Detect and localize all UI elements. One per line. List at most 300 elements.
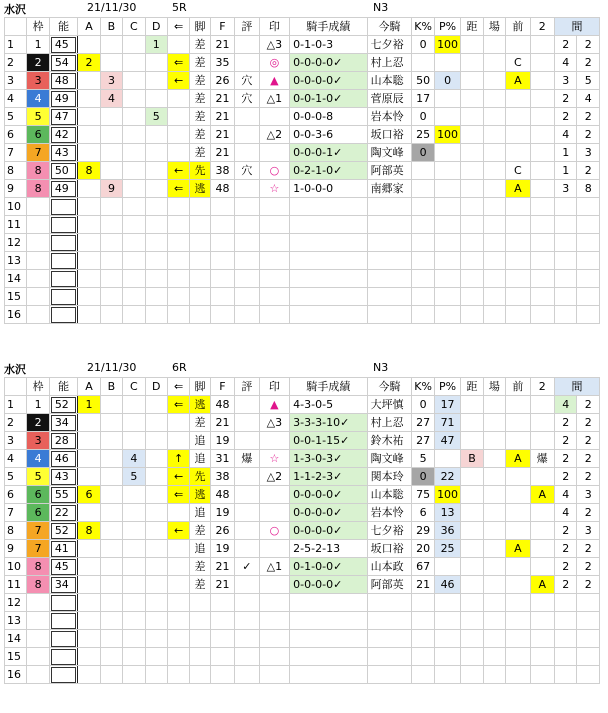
ability-box: 47 — [51, 109, 77, 125]
cell-style — [190, 198, 210, 216]
cell-mae — [506, 558, 530, 576]
cell-f: 48 — [210, 396, 234, 414]
cell-no: 7 — [5, 144, 27, 162]
cell-p — [434, 648, 460, 666]
cell-arrow — [167, 612, 189, 630]
cell-place — [483, 468, 505, 486]
cell-jockey — [367, 288, 412, 306]
cell-f — [210, 288, 234, 306]
cell-m1 — [555, 270, 577, 288]
cell-ability — [49, 72, 78, 90]
cell-place — [483, 486, 505, 504]
cell-arrow — [167, 306, 189, 324]
cell-rec: 0-0-1-0✓ — [290, 90, 367, 108]
cell-jockey — [367, 648, 412, 666]
cell-frame: 3 — [27, 72, 49, 90]
ability-box: 48 — [51, 73, 77, 89]
table-row-empty — [5, 198, 600, 216]
column-header: 騎手成績 — [290, 18, 367, 36]
cell-f — [210, 306, 234, 324]
cell-f: 38 — [210, 162, 234, 180]
cell-p — [434, 108, 460, 126]
column-header: K% — [412, 18, 434, 36]
cell-b — [100, 198, 122, 216]
cell-ability — [49, 270, 78, 288]
cell-jockey: 関本玲 — [367, 468, 412, 486]
cell-k — [412, 198, 434, 216]
table-row — [5, 414, 600, 432]
cell-hyo — [235, 612, 259, 630]
cell-place — [483, 576, 505, 594]
cell-no: 8 — [5, 522, 27, 540]
ability-box: 49 — [51, 91, 77, 107]
cell-k: 0 — [412, 468, 434, 486]
class-label: N3 — [373, 361, 389, 374]
cell-ability — [49, 594, 78, 612]
cell-d — [145, 666, 167, 684]
cell-mae — [506, 306, 530, 324]
cell-mae — [506, 288, 530, 306]
cell-b — [100, 594, 122, 612]
cell-f: 31 — [210, 450, 234, 468]
cell-f — [210, 270, 234, 288]
cell-b — [100, 468, 122, 486]
cell-jockey: 菅原辰 — [367, 90, 412, 108]
cell-b — [100, 396, 122, 414]
cell-hyo — [235, 180, 259, 198]
ability-box: 41 — [51, 541, 77, 557]
table-row — [5, 126, 600, 144]
cell-place — [483, 234, 505, 252]
table-row — [5, 396, 600, 414]
cell-no: 11 — [5, 576, 27, 594]
column-header: 今騎 — [367, 378, 412, 396]
cell-f: 21 — [210, 576, 234, 594]
cell-m1 — [555, 648, 577, 666]
cell-c — [123, 288, 145, 306]
cell-arrow: ← — [167, 468, 189, 486]
cell-p — [434, 306, 460, 324]
cell-frame — [27, 612, 49, 630]
cell-rec — [290, 234, 367, 252]
cell-m1: 2 — [555, 558, 577, 576]
cell-c — [123, 504, 145, 522]
cell-frame: 3 — [27, 432, 49, 450]
cell-mae — [506, 270, 530, 288]
cell-style: 差 — [190, 558, 210, 576]
column-header: B — [100, 378, 122, 396]
cell-k: 25 — [412, 126, 434, 144]
table-row-empty — [5, 612, 600, 630]
column-header: A — [78, 378, 100, 396]
table-row — [5, 90, 600, 108]
cell-two — [530, 414, 554, 432]
cell-mae — [506, 198, 530, 216]
cell-mae — [506, 108, 530, 126]
cell-d — [145, 630, 167, 648]
cell-arrow — [167, 648, 189, 666]
cell-two — [530, 666, 554, 684]
cell-p — [434, 288, 460, 306]
cell-jockey — [367, 270, 412, 288]
cell-no: 15 — [5, 648, 27, 666]
cell-place — [483, 612, 505, 630]
cell-arrow: ← — [167, 522, 189, 540]
cell-jockey: 陶文峰 — [367, 450, 412, 468]
column-header: 距 — [461, 378, 483, 396]
cell-c — [123, 90, 145, 108]
cell-m1 — [555, 252, 577, 270]
cell-mae — [506, 414, 530, 432]
cell-frame — [27, 252, 49, 270]
cell-dist — [461, 108, 483, 126]
cell-m2: 2 — [577, 396, 600, 414]
cell-m2 — [577, 198, 600, 216]
cell-rec: 0-0-0-0✓ — [290, 576, 367, 594]
cell-hyo — [235, 504, 259, 522]
cell-p: 100 — [434, 486, 460, 504]
cell-ability — [49, 180, 78, 198]
cell-m1: 2 — [555, 522, 577, 540]
cell-ability — [49, 648, 78, 666]
cell-place — [483, 198, 505, 216]
cell-frame: 1 — [27, 36, 49, 54]
table-row — [5, 522, 600, 540]
cell-d — [145, 288, 167, 306]
column-header: D — [145, 18, 167, 36]
cell-a — [78, 558, 100, 576]
cell-no: 13 — [5, 612, 27, 630]
cell-p — [434, 198, 460, 216]
cell-b — [100, 306, 122, 324]
cell-two — [530, 126, 554, 144]
cell-place — [483, 432, 505, 450]
cell-b — [100, 234, 122, 252]
table-row — [5, 180, 600, 198]
cell-jockey — [367, 216, 412, 234]
class-label: N3 — [373, 1, 389, 14]
cell-dist — [461, 576, 483, 594]
cell-no: 14 — [5, 630, 27, 648]
cell-m1: 2 — [555, 36, 577, 54]
cell-c — [123, 72, 145, 90]
cell-b — [100, 612, 122, 630]
cell-two — [530, 522, 554, 540]
column-header: ⇐ — [167, 378, 189, 396]
cell-jockey: 山本政 — [367, 558, 412, 576]
cell-style: 差 — [190, 144, 210, 162]
cell-p — [434, 180, 460, 198]
cell-hyo — [235, 414, 259, 432]
cell-place — [483, 450, 505, 468]
cell-d: 1 — [145, 36, 167, 54]
cell-place — [483, 306, 505, 324]
cell-ability — [49, 468, 78, 486]
cell-dist — [461, 288, 483, 306]
cell-mark — [259, 216, 290, 234]
cell-m2: 3 — [577, 144, 600, 162]
cell-d — [145, 396, 167, 414]
cell-k — [412, 306, 434, 324]
cell-b — [100, 432, 122, 450]
cell-d — [145, 540, 167, 558]
cell-f: 19 — [210, 504, 234, 522]
cell-m1: 3 — [555, 72, 577, 90]
cell-ability — [49, 198, 78, 216]
cell-no: 2 — [5, 54, 27, 72]
ability-box: 43 — [51, 145, 77, 161]
cell-b — [100, 648, 122, 666]
ability-box — [51, 667, 77, 683]
cell-jockey: 七夕裕 — [367, 522, 412, 540]
cell-k — [412, 54, 434, 72]
cell-m1 — [555, 666, 577, 684]
cell-m2: 8 — [577, 180, 600, 198]
cell-d — [145, 162, 167, 180]
cell-arrow — [167, 666, 189, 684]
cell-f: 38 — [210, 468, 234, 486]
cell-f — [210, 594, 234, 612]
column-header: 評 — [235, 378, 259, 396]
column-header: D — [145, 378, 167, 396]
cell-mae — [506, 612, 530, 630]
cell-m2 — [577, 216, 600, 234]
cell-f: 21 — [210, 90, 234, 108]
cell-p: 46 — [434, 576, 460, 594]
column-header: 枠 — [27, 18, 49, 36]
table-row-empty — [5, 288, 600, 306]
cell-m1: 1 — [555, 144, 577, 162]
cell-dist — [461, 504, 483, 522]
cell-b: 3 — [100, 72, 122, 90]
cell-place — [483, 126, 505, 144]
cell-f: 21 — [210, 126, 234, 144]
cell-jockey — [367, 612, 412, 630]
header-blank — [5, 18, 27, 36]
cell-mark — [259, 648, 290, 666]
cell-m1: 2 — [555, 576, 577, 594]
cell-d — [145, 648, 167, 666]
cell-hyo — [235, 666, 259, 684]
cell-c — [123, 414, 145, 432]
cell-mae — [506, 594, 530, 612]
race-sheet-5r — [0, 0, 608, 321]
cell-m1: 2 — [555, 414, 577, 432]
cell-a — [78, 144, 100, 162]
cell-m2: 2 — [577, 432, 600, 450]
cell-m2: 5 — [577, 72, 600, 90]
cell-dist — [461, 234, 483, 252]
cell-rec — [290, 594, 367, 612]
cell-k — [412, 270, 434, 288]
cell-a — [78, 504, 100, 522]
cell-ability — [49, 396, 78, 414]
cell-style — [190, 648, 210, 666]
cell-c: 4 — [123, 450, 145, 468]
cell-arrow — [167, 414, 189, 432]
cell-jockey: 山本聡 — [367, 72, 412, 90]
table-row-empty — [5, 594, 600, 612]
cell-two — [530, 216, 554, 234]
cell-two — [530, 630, 554, 648]
cell-rec — [290, 612, 367, 630]
cell-a — [78, 666, 100, 684]
cell-b — [100, 108, 122, 126]
cell-place — [483, 36, 505, 54]
cell-dist — [461, 612, 483, 630]
cell-frame: 4 — [27, 90, 49, 108]
cell-c — [123, 162, 145, 180]
cell-rec: 0-0-3-6 — [290, 126, 367, 144]
cell-no: 12 — [5, 594, 27, 612]
cell-ability — [49, 90, 78, 108]
cell-two: A — [530, 486, 554, 504]
column-header: F — [210, 378, 234, 396]
cell-dist — [461, 414, 483, 432]
ability-box — [51, 595, 77, 611]
cell-p — [434, 630, 460, 648]
cell-c — [123, 306, 145, 324]
cell-m2 — [577, 288, 600, 306]
cell-jockey: 岩本怜 — [367, 504, 412, 522]
cell-mark — [259, 252, 290, 270]
cell-ability — [49, 108, 78, 126]
cell-frame: 8 — [27, 558, 49, 576]
cell-a — [78, 648, 100, 666]
cell-mae — [506, 468, 530, 486]
cell-frame: 5 — [27, 108, 49, 126]
cell-rec — [290, 270, 367, 288]
cell-two — [530, 594, 554, 612]
cell-p — [434, 252, 460, 270]
cell-hyo — [235, 522, 259, 540]
cell-ability — [49, 54, 78, 72]
cell-a — [78, 468, 100, 486]
table-row-empty — [5, 630, 600, 648]
cell-dist — [461, 36, 483, 54]
cell-b — [100, 162, 122, 180]
cell-mark: ▲ — [259, 72, 290, 90]
cell-f: 26 — [210, 522, 234, 540]
table-row — [5, 36, 600, 54]
cell-k: 50 — [412, 72, 434, 90]
cell-two — [530, 612, 554, 630]
cell-ability — [49, 522, 78, 540]
cell-rec: 0-0-0-0✓ — [290, 522, 367, 540]
cell-two — [530, 504, 554, 522]
ability-box: 54 — [51, 55, 77, 71]
cell-k: 29 — [412, 522, 434, 540]
cell-frame: 6 — [27, 126, 49, 144]
column-header: 場 — [483, 378, 505, 396]
cell-style: 差 — [190, 522, 210, 540]
cell-c — [123, 486, 145, 504]
cell-b — [100, 540, 122, 558]
cell-style — [190, 306, 210, 324]
cell-a — [78, 180, 100, 198]
cell-d — [145, 90, 167, 108]
cell-c — [123, 54, 145, 72]
cell-dist — [461, 522, 483, 540]
cell-d — [145, 612, 167, 630]
table-row-empty — [5, 216, 600, 234]
cell-mae: C — [506, 54, 530, 72]
ability-box: 42 — [51, 127, 77, 143]
cell-p — [434, 162, 460, 180]
cell-m2 — [577, 252, 600, 270]
cell-style: 差 — [190, 72, 210, 90]
cell-c — [123, 198, 145, 216]
ability-box: 45 — [51, 37, 77, 53]
cell-arrow — [167, 558, 189, 576]
cell-c — [123, 558, 145, 576]
column-header: P% — [434, 378, 460, 396]
cell-mae — [506, 666, 530, 684]
cell-k: 75 — [412, 486, 434, 504]
race-title-bar — [0, 0, 608, 17]
cell-style: 先 — [190, 468, 210, 486]
cell-m1 — [555, 234, 577, 252]
cell-m2 — [577, 648, 600, 666]
cell-place — [483, 72, 505, 90]
cell-dist: B — [461, 450, 483, 468]
ability-box — [51, 235, 77, 251]
column-header: 距 — [461, 18, 483, 36]
cell-a — [78, 450, 100, 468]
cell-a — [78, 36, 100, 54]
cell-mae — [506, 36, 530, 54]
cell-a — [78, 432, 100, 450]
cell-k — [412, 648, 434, 666]
cell-b — [100, 36, 122, 54]
cell-ability — [49, 540, 78, 558]
cell-m1: 4 — [555, 54, 577, 72]
cell-dist — [461, 90, 483, 108]
cell-b — [100, 522, 122, 540]
cell-ability — [49, 252, 78, 270]
cell-dist — [461, 558, 483, 576]
cell-jockey — [367, 198, 412, 216]
cell-ability — [49, 216, 78, 234]
cell-style: 追 — [190, 504, 210, 522]
cell-rec: 0-1-0-0✓ — [290, 558, 367, 576]
cell-c — [123, 594, 145, 612]
cell-d — [145, 504, 167, 522]
cell-c — [123, 576, 145, 594]
cell-hyo — [235, 126, 259, 144]
cell-style — [190, 666, 210, 684]
cell-a — [78, 540, 100, 558]
cell-hyo — [235, 432, 259, 450]
column-header: 場 — [483, 18, 505, 36]
cell-ability — [49, 36, 78, 54]
cell-f: 21 — [210, 36, 234, 54]
cell-frame — [27, 648, 49, 666]
cell-p: 100 — [434, 36, 460, 54]
cell-ability — [49, 630, 78, 648]
table-row-empty — [5, 648, 600, 666]
cell-place — [483, 90, 505, 108]
cell-jockey: 坂口裕 — [367, 540, 412, 558]
cell-two — [530, 162, 554, 180]
cell-arrow — [167, 90, 189, 108]
cell-rec — [290, 648, 367, 666]
cell-mark — [259, 576, 290, 594]
cell-frame: 6 — [27, 504, 49, 522]
cell-mark — [259, 666, 290, 684]
race-number-label: 5R — [172, 1, 187, 14]
cell-d — [145, 450, 167, 468]
